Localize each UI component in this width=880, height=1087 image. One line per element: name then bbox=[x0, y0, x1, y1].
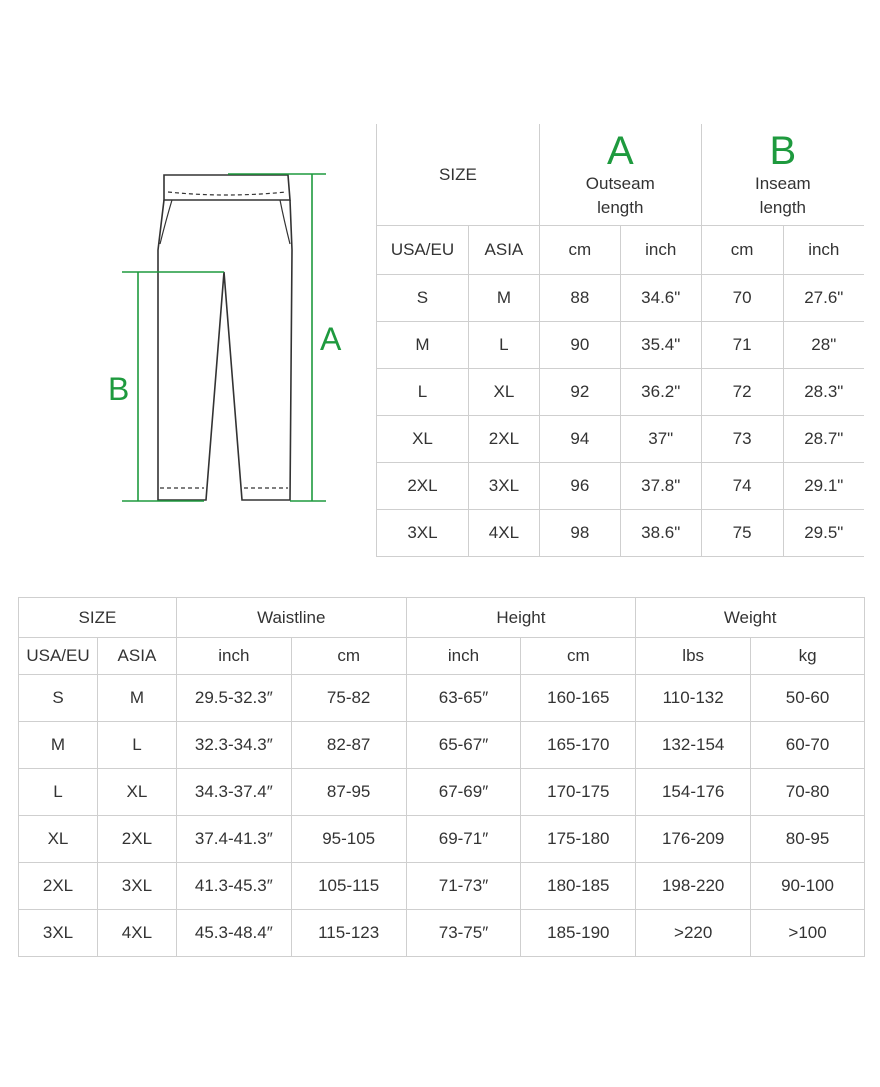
table-cell: 105-115 bbox=[291, 863, 406, 910]
table-cell: 180-185 bbox=[521, 863, 636, 910]
table-cell: 2XL bbox=[468, 416, 539, 463]
outseam-letter: A bbox=[606, 128, 634, 173]
column-header: USA/EU bbox=[19, 638, 98, 675]
table-cell: 80-95 bbox=[751, 816, 865, 863]
inseam-label: B bbox=[108, 371, 130, 407]
table-cell: 165-170 bbox=[521, 722, 636, 769]
table-cell: S bbox=[19, 675, 98, 722]
inseam-header bbox=[701, 124, 864, 226]
pants-diagram bbox=[100, 160, 360, 520]
table-cell: 28.7" bbox=[783, 416, 864, 463]
table-cell: 3XL bbox=[377, 510, 469, 557]
table-row bbox=[377, 369, 865, 416]
table-cell: 95-105 bbox=[291, 816, 406, 863]
column-header: inch bbox=[176, 638, 291, 675]
column-header: USA/EU bbox=[377, 226, 469, 275]
table-cell: >220 bbox=[636, 910, 751, 957]
table-cell: 50-60 bbox=[751, 675, 865, 722]
table-cell: 132-154 bbox=[636, 722, 751, 769]
table-cell: 69-71″ bbox=[406, 816, 521, 863]
column-header: cm bbox=[521, 638, 636, 675]
table-cell: 28.3" bbox=[783, 369, 864, 416]
table-cell: >100 bbox=[751, 910, 865, 957]
outseam-title: Outseam bbox=[585, 173, 655, 193]
table-cell: 92 bbox=[539, 369, 620, 416]
column-header: inch bbox=[783, 226, 864, 275]
table-row bbox=[19, 910, 865, 957]
column-header: lbs bbox=[636, 638, 751, 675]
table-cell: M bbox=[19, 722, 98, 769]
table-cell: 29.5-32.3″ bbox=[176, 675, 291, 722]
table-cell: 94 bbox=[539, 416, 620, 463]
table-cell: M bbox=[377, 322, 469, 369]
table-cell: 3XL bbox=[97, 863, 176, 910]
table-cell: 115-123 bbox=[291, 910, 406, 957]
table-cell: XL bbox=[19, 816, 98, 863]
table-cell: 71 bbox=[701, 322, 783, 369]
table-cell: 41.3-45.3″ bbox=[176, 863, 291, 910]
table-cell: 73-75″ bbox=[406, 910, 521, 957]
table-cell: L bbox=[468, 322, 539, 369]
table-cell: 74 bbox=[701, 463, 783, 510]
length-subheader-row bbox=[377, 226, 865, 275]
table-cell: 88 bbox=[539, 275, 620, 322]
table-cell: 34.6" bbox=[620, 275, 701, 322]
table-cell: 75 bbox=[701, 510, 783, 557]
table-cell: 110-132 bbox=[636, 675, 751, 722]
table-cell: 67-69″ bbox=[406, 769, 521, 816]
table-cell: 198-220 bbox=[636, 863, 751, 910]
table-cell: 45.3-48.4″ bbox=[176, 910, 291, 957]
table-cell: 70-80 bbox=[751, 769, 865, 816]
outseam-label: A bbox=[320, 321, 342, 357]
column-header: kg bbox=[751, 638, 865, 675]
table-row bbox=[19, 722, 865, 769]
table-row bbox=[377, 510, 865, 557]
outseam-subtitle: length bbox=[597, 197, 644, 217]
table-cell: 37.8" bbox=[620, 463, 701, 510]
table-cell: 37.4-41.3″ bbox=[176, 816, 291, 863]
table-cell: M bbox=[97, 675, 176, 722]
table-row bbox=[19, 769, 865, 816]
table-cell: 75-82 bbox=[291, 675, 406, 722]
table-row bbox=[19, 816, 865, 863]
table-cell: 3XL bbox=[468, 463, 539, 510]
table-cell: 90-100 bbox=[751, 863, 865, 910]
group-header: Waistline bbox=[176, 598, 406, 638]
table-cell: 72 bbox=[701, 369, 783, 416]
column-header: cm bbox=[291, 638, 406, 675]
group-header: Height bbox=[406, 598, 636, 638]
column-header: inch bbox=[406, 638, 521, 675]
table-cell: L bbox=[19, 769, 98, 816]
table-cell: 96 bbox=[539, 463, 620, 510]
table-cell: 175-180 bbox=[521, 816, 636, 863]
table-cell: XL bbox=[377, 416, 469, 463]
table-cell: 37" bbox=[620, 416, 701, 463]
table-row bbox=[377, 322, 865, 369]
table-cell: 176-209 bbox=[636, 816, 751, 863]
table-cell: 63-65″ bbox=[406, 675, 521, 722]
table-cell: 2XL bbox=[97, 816, 176, 863]
table-row bbox=[377, 463, 865, 510]
table-cell: M bbox=[468, 275, 539, 322]
table-row bbox=[377, 275, 865, 322]
group-header: Weight bbox=[636, 598, 865, 638]
table-cell: 185-190 bbox=[521, 910, 636, 957]
table-cell: 71-73″ bbox=[406, 863, 521, 910]
table-cell: 36.2" bbox=[620, 369, 701, 416]
table-cell: 90 bbox=[539, 322, 620, 369]
body-size-table bbox=[18, 597, 865, 957]
table-cell: 34.3-37.4″ bbox=[176, 769, 291, 816]
table-cell: 3XL bbox=[19, 910, 98, 957]
table-cell: 35.4" bbox=[620, 322, 701, 369]
table-cell: 82-87 bbox=[291, 722, 406, 769]
table-cell: 160-165 bbox=[521, 675, 636, 722]
table-cell: 29.1" bbox=[783, 463, 864, 510]
table-cell: 2XL bbox=[377, 463, 469, 510]
table-cell: XL bbox=[468, 369, 539, 416]
size-header: SIZE bbox=[377, 124, 540, 226]
table-cell: L bbox=[377, 369, 469, 416]
column-header: ASIA bbox=[97, 638, 176, 675]
table-cell: 98 bbox=[539, 510, 620, 557]
table-cell: S bbox=[377, 275, 469, 322]
table-cell: 4XL bbox=[97, 910, 176, 957]
table-cell: 154-176 bbox=[636, 769, 751, 816]
group-header: SIZE bbox=[19, 598, 177, 638]
body-group-header-row bbox=[19, 598, 865, 638]
column-header: cm bbox=[539, 226, 620, 275]
column-header: ASIA bbox=[468, 226, 539, 275]
inseam-subtitle: length bbox=[759, 197, 806, 217]
table-cell: XL bbox=[97, 769, 176, 816]
table-cell: 38.6" bbox=[620, 510, 701, 557]
table-cell: 4XL bbox=[468, 510, 539, 557]
table-cell: 87-95 bbox=[291, 769, 406, 816]
table-cell: 29.5" bbox=[783, 510, 864, 557]
column-header: inch bbox=[620, 226, 701, 275]
table-cell: 170-175 bbox=[521, 769, 636, 816]
table-cell: 60-70 bbox=[751, 722, 865, 769]
table-cell: 70 bbox=[701, 275, 783, 322]
table-row bbox=[19, 675, 865, 722]
table-cell: 2XL bbox=[19, 863, 98, 910]
inseam-title: Inseam bbox=[754, 173, 811, 193]
table-row bbox=[377, 416, 865, 463]
table-cell: 27.6" bbox=[783, 275, 864, 322]
table-cell: 28" bbox=[783, 322, 864, 369]
outseam-header bbox=[539, 124, 701, 226]
table-cell: 73 bbox=[701, 416, 783, 463]
table-row bbox=[19, 863, 865, 910]
table-cell: 65-67″ bbox=[406, 722, 521, 769]
table-cell: L bbox=[97, 722, 176, 769]
length-size-table bbox=[376, 124, 864, 557]
table-cell: 32.3-34.3″ bbox=[176, 722, 291, 769]
body-subheader-row bbox=[19, 638, 865, 675]
column-header: cm bbox=[701, 226, 783, 275]
inseam-letter: B bbox=[769, 128, 797, 173]
